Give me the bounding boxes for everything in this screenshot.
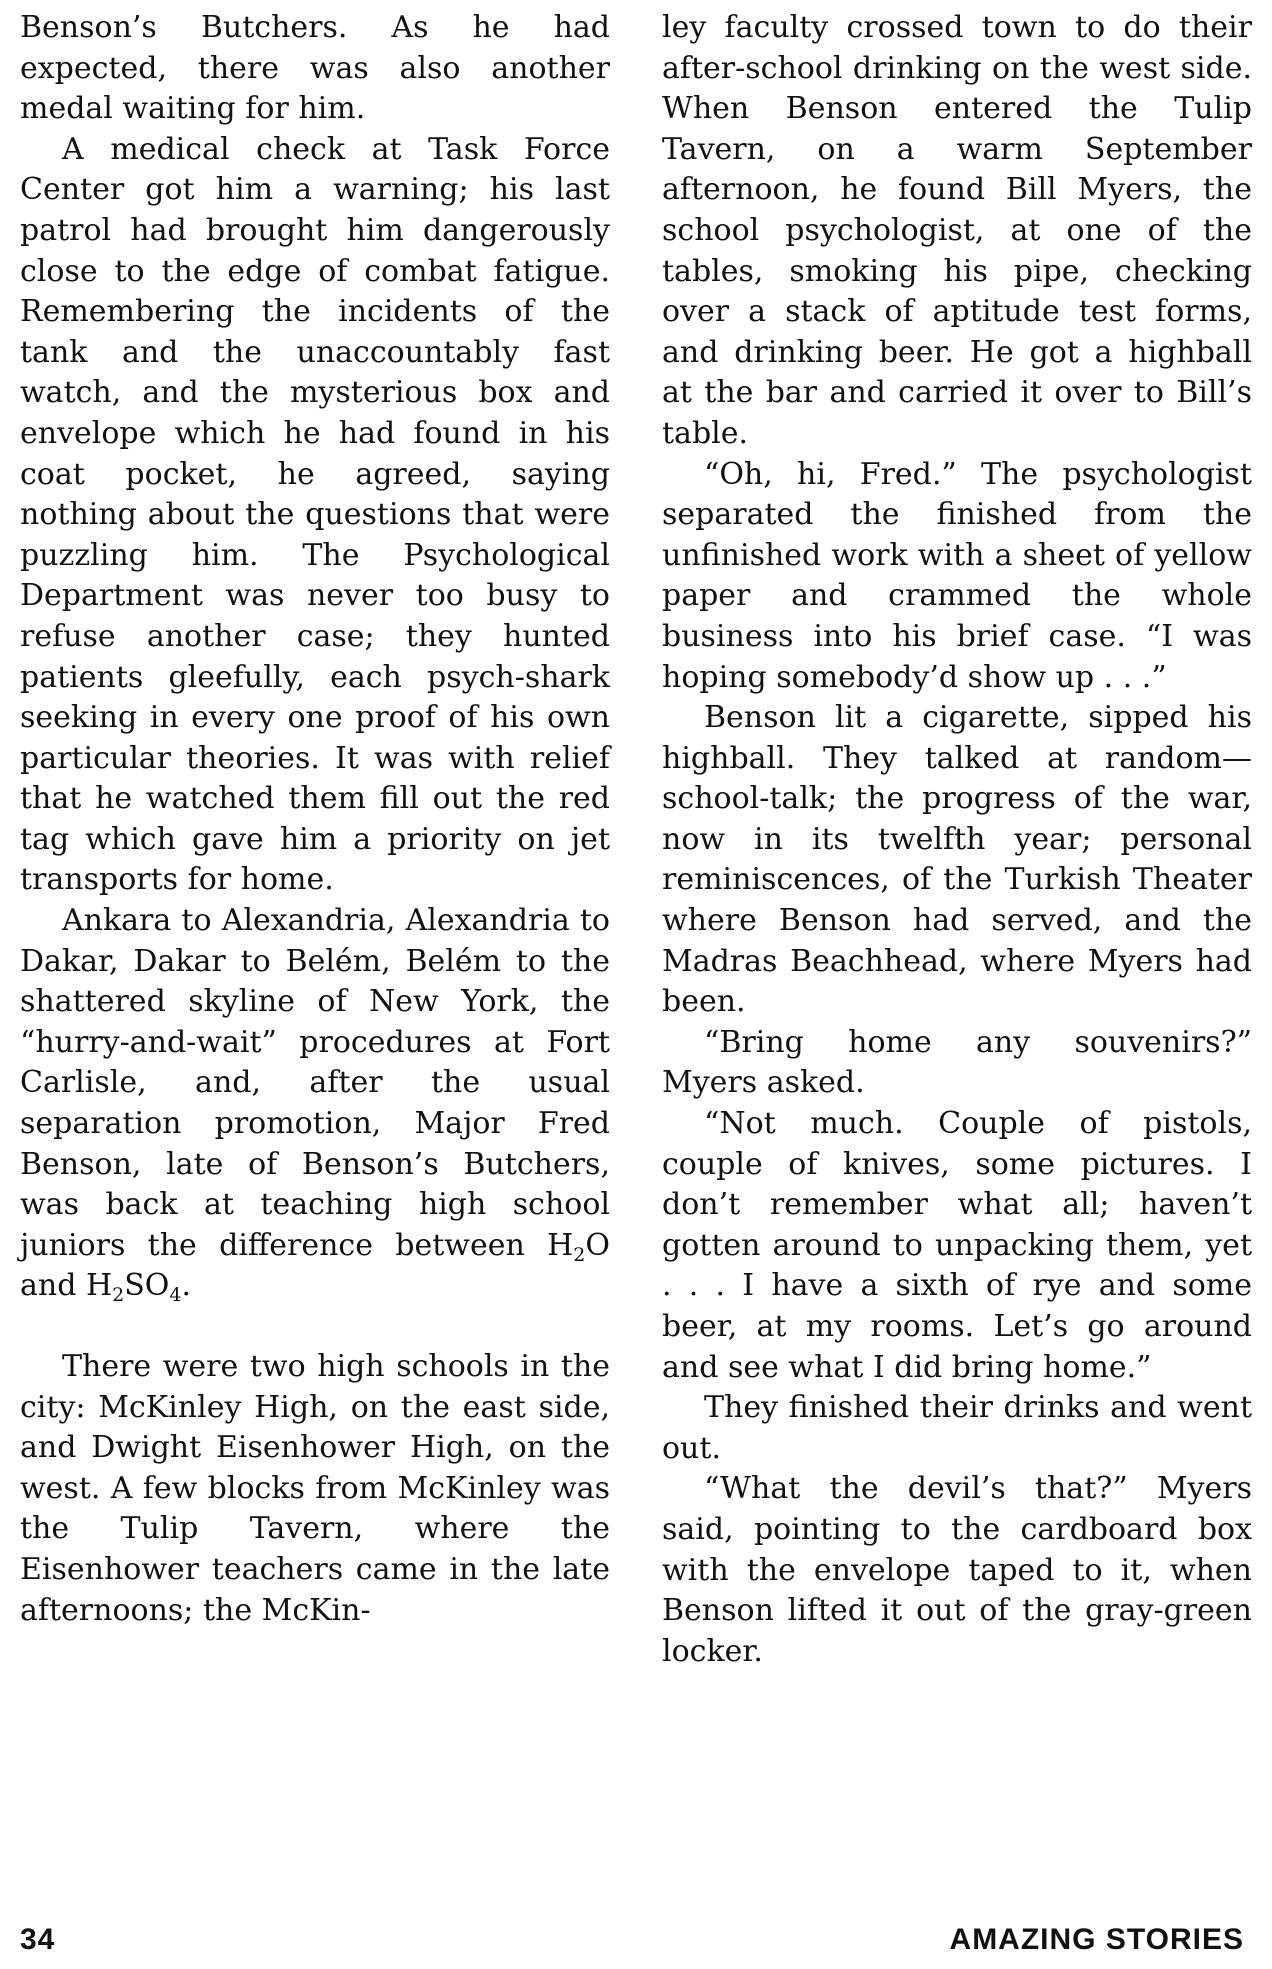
paragraph: Benson lit a cigarette, sipped his highball. They talked at random—school-talk; the progress of the war, now in its twelfth year; personal reminiscences, of the Turkish Theater where Benson had served, and the Madras Beachhead, where Myers had been. <box>662 700 1252 1020</box>
paragraph: There were two high schools in the city: McKinley High, on the east side, and Dwight Eisenhower High, on the west. A few blocks from McKinley was the Tulip Tavern, where the Eisenhower teachers came in the late afternoons; the McKin- <box>20 1349 610 1628</box>
paragraph: Benson’s Butchers. As he had expected, there was also another medal waiting for him. <box>20 10 610 127</box>
paragraph: A medical check at Task Force Center got him a warning; his last patrol had brought him dangerously close to the edge of combat fatigue. Remembering the incidents of the tank and the unaccountably fast watch, and the mysterious box and envelope which he had found in his coat pocket, he agreed, saying nothing about the questions that were puzzling him. The Psychological Department was never too busy to refuse another case; they hunted patients gleefully, each psych-shark seeking in every one proof of his own particular theories. It was with relief that he watched them fill out the red tag which gave him a priority on jet transports for home. <box>20 131 610 898</box>
left-column <box>20 8 610 1908</box>
paragraph: “Not much. Couple of pistols, couple of knives, some pictures. I don’t remember what all; haven’t gotten around to unpacking them, yet . . . I have a sixth of rye and some beer, at my rooms. Let’s go around and see what I did bring home.” <box>662 1106 1252 1385</box>
page-number: 34 <box>20 1923 56 1956</box>
paragraph: ley faculty crossed town to do their after-school drinking on the west side. When Benson entered the Tulip Tavern, on a warm September afternoon, he found Bill Myers, the school psychologist, at one of the tables, smoking his pipe, checking over a stack of aptitude test forms, and drinking beer. He got a highball at the bar and carried it over to Bill’s table. <box>662 10 1252 451</box>
page-footer <box>20 1920 1244 1960</box>
paragraph: They finished their drinks and went out. <box>662 1390 1252 1466</box>
magazine-title: AMAZING STORIES <box>949 1923 1244 1956</box>
paragraph: “Oh, hi, Fred.” The psychologist separated the finished from the unfinished work with a sheet of yellow paper and crammed the whole business into his brief case. “I was hoping somebody’d show up . . .” <box>662 456 1252 695</box>
paragraph: “What the devil’s that?” Myers said, pointing to the cardboard box with the envelope taped to it, when Benson lifted it out of the gray-green locker. <box>662 1471 1252 1669</box>
right-column <box>662 8 1252 1908</box>
paragraph <box>20 901 610 1307</box>
paragraph-text: Ankara to Alexandria, Alexandria to Dakar, Dakar to Belém, Belém to the shattered skyline of New York, the “hurry-and-wait” procedures at Fort Carlisle, and, after the usual separation promotion, Major Fred Benson, late of Benson’s Butchers, was back at teaching high school juniors the difference between <box>20 903 610 1263</box>
paragraph: “Bring home any souvenirs?” Myers asked. <box>662 1024 1252 1101</box>
article-body <box>20 8 1252 1908</box>
chemical-formula: $H_2O$ and $H_2SO_4$. <box>20 1227 610 1307</box>
